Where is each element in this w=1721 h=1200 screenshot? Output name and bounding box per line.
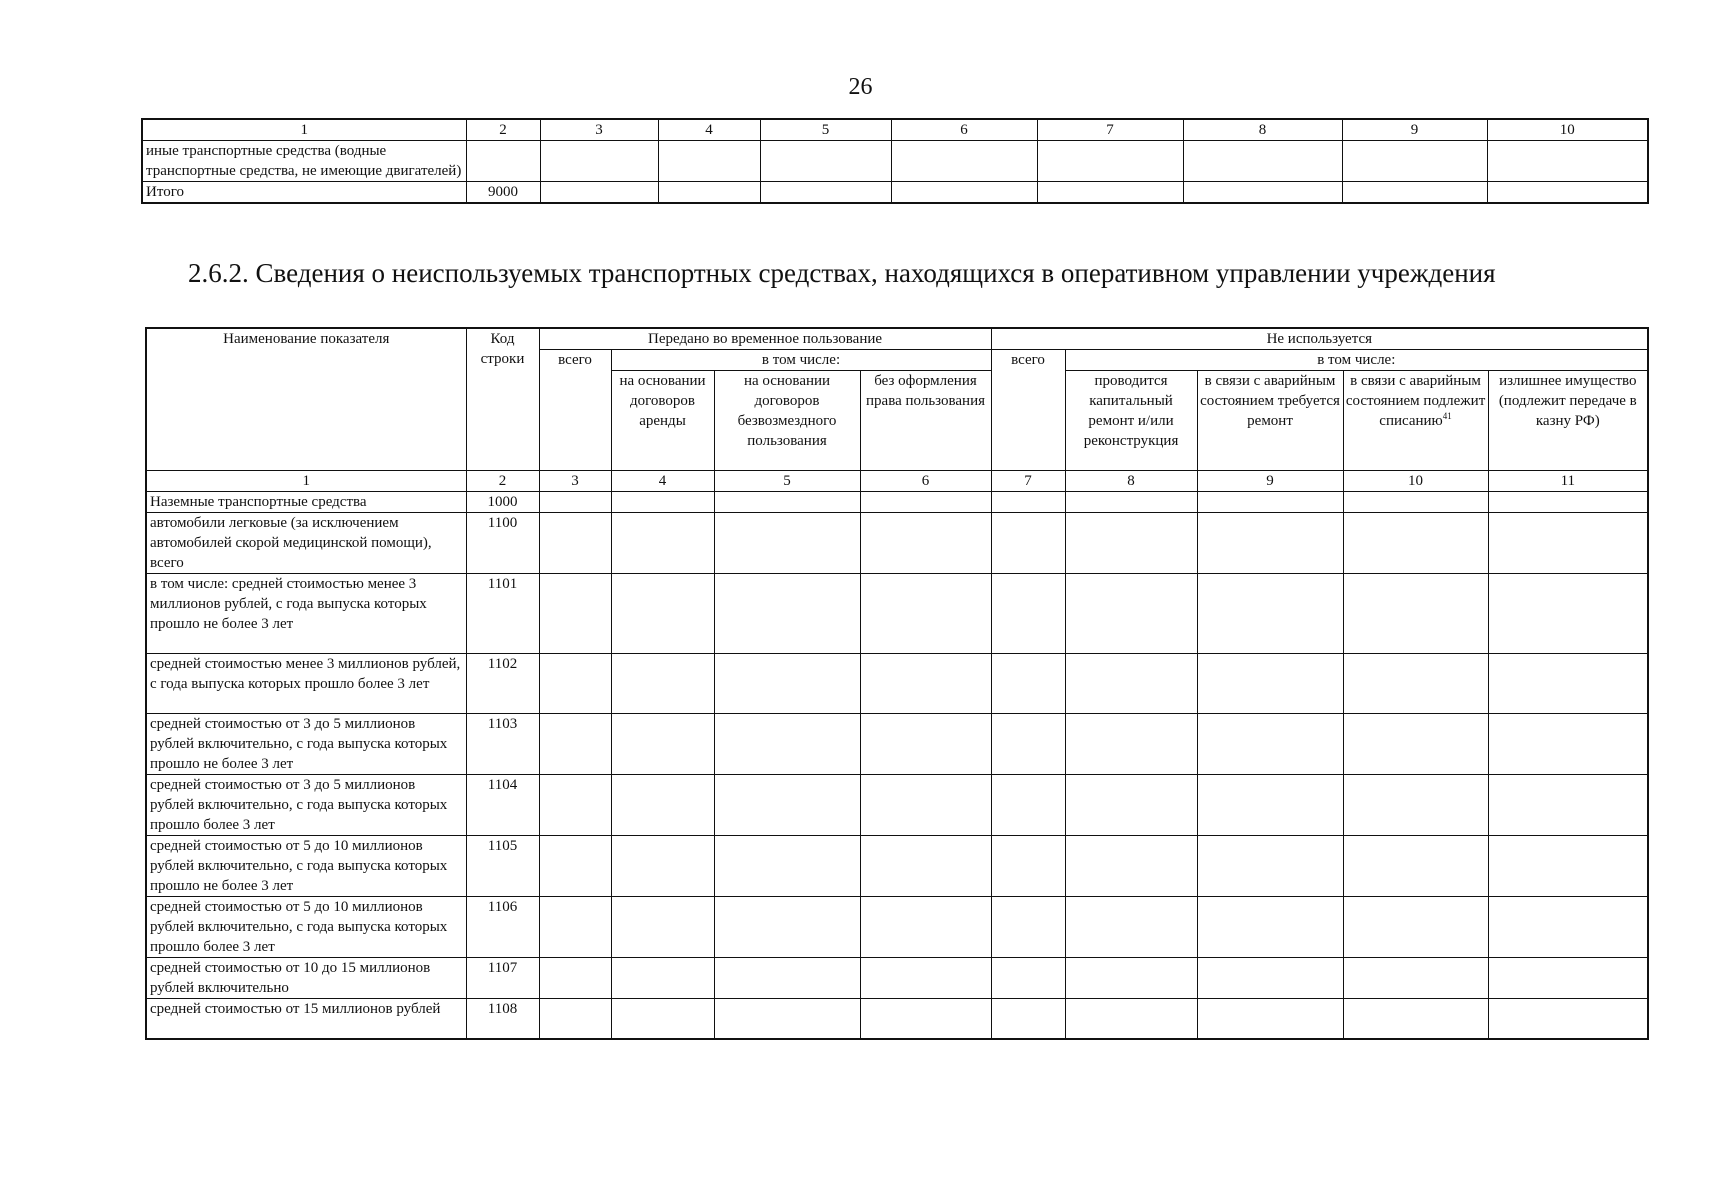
- row-name: средней стоимостью менее 3 миллионов рублей, с года выпуска которых прошло более 3 лет: [146, 654, 466, 714]
- empty-cell: [611, 574, 714, 654]
- empty-cell: [1488, 714, 1648, 775]
- empty-cell: [1488, 897, 1648, 958]
- empty-cell: [1065, 999, 1197, 1039]
- empty-cell: [1343, 775, 1488, 836]
- empty-cell: [714, 513, 860, 574]
- row-code: 1107: [466, 958, 539, 999]
- empty-cell: [1343, 999, 1488, 1039]
- empty-cell: [611, 999, 714, 1039]
- top-table: [141, 118, 1649, 204]
- table-row: [146, 714, 1648, 775]
- column-number: 8: [1065, 471, 1197, 492]
- table-row: [146, 492, 1648, 513]
- empty-cell: [539, 654, 611, 714]
- empty-cell: [1065, 958, 1197, 999]
- empty-cell: [1065, 897, 1197, 958]
- column-number: 4: [611, 471, 714, 492]
- total-header: всего: [991, 350, 1065, 471]
- row-code: 1101: [466, 574, 539, 654]
- empty-cell: [1488, 574, 1648, 654]
- not-used-header: Не используется: [991, 328, 1648, 350]
- empty-cell: [860, 958, 991, 999]
- row-name: средней стоимостью от 10 до 15 миллионов рублей включительно: [146, 958, 466, 999]
- column-number: 6: [860, 471, 991, 492]
- column-number: 10: [1343, 471, 1488, 492]
- empty-cell: [1488, 836, 1648, 897]
- empty-cell: [1342, 141, 1487, 182]
- empty-cell: [1342, 182, 1487, 204]
- empty-cell: [539, 897, 611, 958]
- empty-cell: [611, 897, 714, 958]
- no-rights-header: без оформления права пользования: [860, 371, 991, 471]
- empty-cell: [860, 574, 991, 654]
- empty-cell: [658, 141, 760, 182]
- table-row: [146, 897, 1648, 958]
- row-code: 1105: [466, 836, 539, 897]
- row-code: 1000: [466, 492, 539, 513]
- table-row: [146, 654, 1648, 714]
- empty-cell: [1343, 958, 1488, 999]
- row-name: средней стоимостью от 5 до 10 миллионов рублей включительно, с года выпуска которых прошло более 3 лет: [146, 897, 466, 958]
- empty-cell: [714, 654, 860, 714]
- empty-cell: [1343, 492, 1488, 513]
- unused-vehicles-table: [145, 327, 1649, 1040]
- empty-cell: [539, 714, 611, 775]
- empty-cell: [991, 714, 1065, 775]
- empty-cell: [611, 836, 714, 897]
- empty-cell: [539, 999, 611, 1039]
- empty-cell: [1197, 836, 1343, 897]
- empty-cell: [714, 714, 860, 775]
- row-name: средней стоимостью от 3 до 5 миллионов рублей включительно, с года выпуска которых прошло более 3 лет: [146, 775, 466, 836]
- empty-cell: [1197, 492, 1343, 513]
- empty-cell: [540, 182, 658, 204]
- empty-cell: [1488, 513, 1648, 574]
- empty-cell: [1183, 141, 1342, 182]
- empty-cell: [1197, 654, 1343, 714]
- empty-cell: [991, 958, 1065, 999]
- empty-cell: [860, 654, 991, 714]
- empty-cell: [1343, 513, 1488, 574]
- empty-cell: [611, 714, 714, 775]
- row-name: Итого: [142, 182, 466, 204]
- empty-cell: [714, 999, 860, 1039]
- footnote-mark: 41: [1442, 411, 1452, 421]
- empty-cell: [539, 492, 611, 513]
- empty-cell: [760, 182, 891, 204]
- column-number: 2: [466, 471, 539, 492]
- page-number: 26: [848, 74, 873, 100]
- empty-cell: [1065, 836, 1197, 897]
- emergency-writeoff-header: [1343, 371, 1488, 471]
- empty-cell: [860, 513, 991, 574]
- empty-cell: [991, 492, 1065, 513]
- column-number: 5: [714, 471, 860, 492]
- column-number: 9: [1342, 119, 1487, 141]
- row-name: автомобили легковые (за исключением автомобилей скорой медицинской помощи), всего: [146, 513, 466, 574]
- empty-cell: [714, 492, 860, 513]
- empty-cell: [1487, 182, 1648, 204]
- column-number: 3: [540, 119, 658, 141]
- empty-cell: [1197, 958, 1343, 999]
- column-number: 10: [1487, 119, 1648, 141]
- empty-cell: [991, 999, 1065, 1039]
- table-row: [142, 141, 1648, 182]
- empty-cell: [611, 775, 714, 836]
- transferred-header: Передано во временное пользование: [539, 328, 991, 350]
- empty-cell: [1197, 574, 1343, 654]
- empty-cell: [1197, 897, 1343, 958]
- row-code: [466, 141, 540, 182]
- row-code: 1103: [466, 714, 539, 775]
- empty-cell: [539, 775, 611, 836]
- column-number: 1: [146, 471, 466, 492]
- column-number: 11: [1488, 471, 1648, 492]
- empty-cell: [991, 775, 1065, 836]
- emergency-repair-header: в связи с аварийным состоянием требуется ремонт: [1197, 371, 1343, 471]
- empty-cell: [714, 836, 860, 897]
- column-number: 2: [466, 119, 540, 141]
- empty-cell: [1065, 574, 1197, 654]
- row-name: средней стоимостью от 15 миллионов рублей: [146, 999, 466, 1039]
- empty-cell: [611, 492, 714, 513]
- surplus-header: излишнее имущество (подлежит передаче в казну РФ): [1488, 371, 1648, 471]
- main-table-body: [146, 492, 1648, 1039]
- row-name: средней стоимостью от 3 до 5 миллионов рублей включительно, с года выпуска которых прошло не более 3 лет: [146, 714, 466, 775]
- empty-cell: [1037, 141, 1183, 182]
- table-row: [146, 836, 1648, 897]
- empty-cell: [658, 182, 760, 204]
- row-code: 1108: [466, 999, 539, 1039]
- empty-cell: [1488, 958, 1648, 999]
- empty-cell: [1065, 775, 1197, 836]
- empty-cell: [714, 897, 860, 958]
- empty-cell: [714, 574, 860, 654]
- table-row: [146, 999, 1648, 1039]
- empty-cell: [611, 513, 714, 574]
- row-code: 9000: [466, 182, 540, 204]
- empty-cell: [1343, 897, 1488, 958]
- row-code: 1100: [466, 513, 539, 574]
- empty-cell: [1487, 141, 1648, 182]
- row-code-header: Код строки: [466, 328, 539, 471]
- empty-cell: [1343, 574, 1488, 654]
- empty-cell: [860, 492, 991, 513]
- empty-cell: [1065, 492, 1197, 513]
- empty-cell: [1183, 182, 1342, 204]
- empty-cell: [991, 836, 1065, 897]
- row-code: 1102: [466, 654, 539, 714]
- empty-cell: [1488, 775, 1648, 836]
- emergency-writeoff-label: в связи с аварийным состоянием подлежит списанию: [1345, 373, 1486, 429]
- empty-cell: [860, 999, 991, 1039]
- top-table-number-row: [142, 119, 1648, 141]
- empty-cell: [539, 513, 611, 574]
- table-row: [146, 574, 1648, 654]
- column-number: 4: [658, 119, 760, 141]
- row-code: 1106: [466, 897, 539, 958]
- header-row: [146, 328, 1648, 350]
- total-header: всего: [539, 350, 611, 471]
- empty-cell: [760, 141, 891, 182]
- section-title: 2.6.2. Сведения о неиспользуемых транспортных средствах, находящихся в оперативном управлении учреждения: [188, 258, 1496, 288]
- column-number: 9: [1197, 471, 1343, 492]
- column-number: 1: [142, 119, 466, 141]
- column-number-row: [146, 471, 1648, 492]
- free-use-header: на основании договоров безвозмездного пользования: [714, 371, 860, 471]
- empty-cell: [860, 775, 991, 836]
- row-name: Наземные транспортные средства: [146, 492, 466, 513]
- empty-cell: [1488, 999, 1648, 1039]
- column-number: 7: [991, 471, 1065, 492]
- empty-cell: [1037, 182, 1183, 204]
- empty-cell: [860, 897, 991, 958]
- empty-cell: [540, 141, 658, 182]
- column-number: 3: [539, 471, 611, 492]
- empty-cell: [1065, 714, 1197, 775]
- indicator-name-header: Наименование показателя: [146, 328, 466, 471]
- row-code: 1104: [466, 775, 539, 836]
- row-name: средней стоимостью от 5 до 10 миллионов рублей включительно, с года выпуска которых прошло не более 3 лет: [146, 836, 466, 897]
- column-number: 8: [1183, 119, 1342, 141]
- table-row: [146, 958, 1648, 999]
- row-name: иные транспортные средства (водные транспортные средства, не имеющие двигателей): [142, 141, 466, 182]
- empty-cell: [891, 182, 1037, 204]
- column-number: 7: [1037, 119, 1183, 141]
- table-row: [142, 182, 1648, 204]
- column-number: 6: [891, 119, 1037, 141]
- lease-header: на основании договоров аренды: [611, 371, 714, 471]
- empty-cell: [991, 513, 1065, 574]
- empty-cell: [1343, 654, 1488, 714]
- empty-cell: [714, 958, 860, 999]
- empty-cell: [1065, 513, 1197, 574]
- empty-cell: [991, 897, 1065, 958]
- empty-cell: [539, 836, 611, 897]
- empty-cell: [611, 654, 714, 714]
- empty-cell: [1065, 654, 1197, 714]
- empty-cell: [539, 958, 611, 999]
- empty-cell: [1197, 714, 1343, 775]
- empty-cell: [1343, 714, 1488, 775]
- table-row: [146, 513, 1648, 574]
- repair-header: проводится капитальный ремонт и/или реконструкция: [1065, 371, 1197, 471]
- empty-cell: [991, 654, 1065, 714]
- table-row: [146, 775, 1648, 836]
- empty-cell: [1488, 492, 1648, 513]
- empty-cell: [1197, 513, 1343, 574]
- empty-cell: [1197, 775, 1343, 836]
- empty-cell: [991, 574, 1065, 654]
- empty-cell: [1343, 836, 1488, 897]
- empty-cell: [1197, 999, 1343, 1039]
- empty-cell: [611, 958, 714, 999]
- empty-cell: [539, 574, 611, 654]
- empty-cell: [891, 141, 1037, 182]
- including-header: в том числе:: [611, 350, 991, 371]
- empty-cell: [1488, 654, 1648, 714]
- row-name: в том числе: средней стоимостью менее 3 миллионов рублей, с года выпуска которых прошло не более 3 лет: [146, 574, 466, 654]
- empty-cell: [714, 775, 860, 836]
- empty-cell: [860, 714, 991, 775]
- including-header: в том числе:: [1065, 350, 1648, 371]
- column-number: 5: [760, 119, 891, 141]
- empty-cell: [860, 836, 991, 897]
